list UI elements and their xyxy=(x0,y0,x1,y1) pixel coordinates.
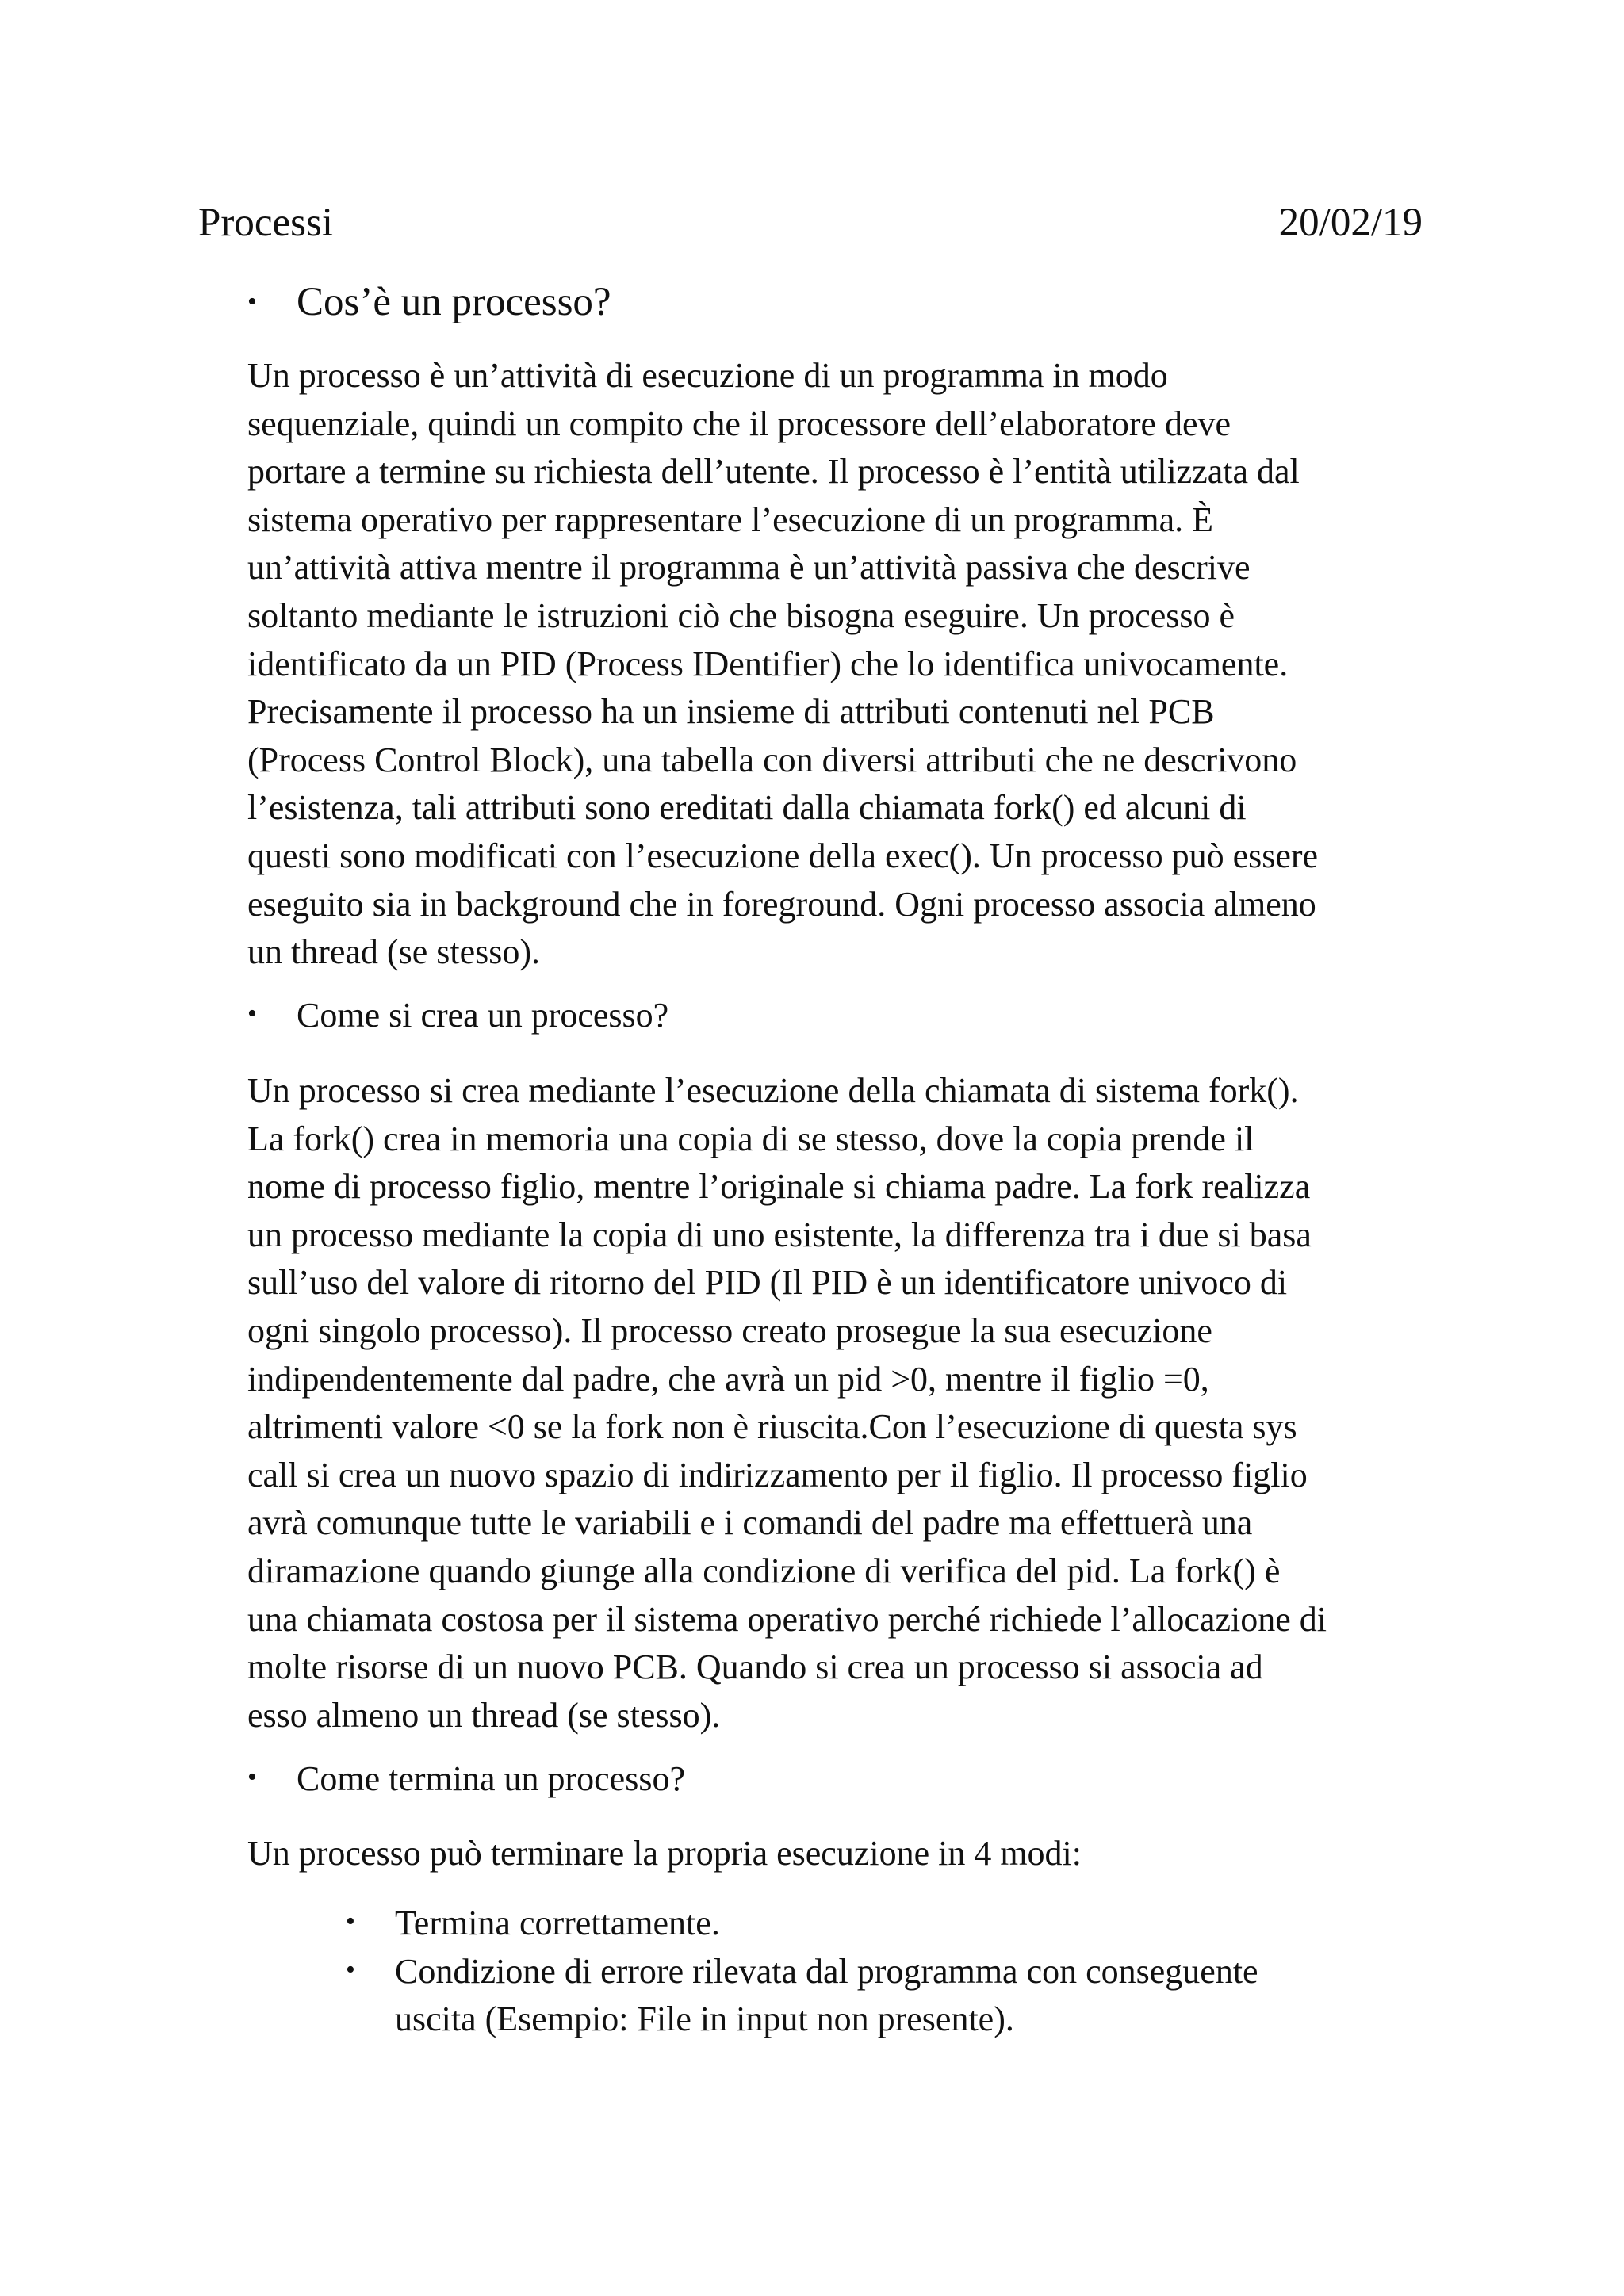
bullet-icon: • xyxy=(247,287,257,316)
list-item-line: Termina correttamente. xyxy=(395,1904,720,1942)
section-question-3 xyxy=(247,1755,685,1804)
paragraph-line: un processo mediante la copia di uno esistente, la differenza tra i due si basa xyxy=(247,1215,1312,1254)
paragraph-line: ogni singolo processo). Il processo creato prosegue la sua esecuzione xyxy=(247,1311,1212,1350)
paragraph-line: (Process Control Block), una tabella con diversi attributi che ne descrivono xyxy=(247,740,1297,779)
paragraph-line: l’esistenza, tali attributi sono ereditati dalla chiamata fork() ed alcuni di xyxy=(247,788,1247,828)
paragraph-line: sistema operativo per rappresentare l’esecuzione di un programma. È xyxy=(247,499,1214,539)
paragraph-line: una chiamata costosa per il sistema operativo perché richiede l’allocazione di xyxy=(247,1599,1327,1639)
question-text: Come si crea un processo? xyxy=(297,996,669,1035)
paragraph-line: diramazione quando giunge alla condizione di verifica del pid. La fork() è xyxy=(247,1551,1281,1590)
paragraph-line: Un processo è un’attività di esecuzione di un programma in modo xyxy=(247,356,1168,395)
bullet-icon: • xyxy=(346,1907,355,1936)
paragraph-line: call si crea un nuovo spazio di indirizzamento per il figlio. Il processo figlio xyxy=(247,1455,1308,1494)
paragraph-line: indipendentemente dal padre, che avrà un pid >0, mentre il figlio =0, xyxy=(247,1359,1209,1399)
list-item xyxy=(346,1900,1258,1948)
bullet-icon: • xyxy=(346,1954,355,1984)
paragraph-line: Precisamente il processo ha un insieme di attributi contenuti nel PCB xyxy=(247,692,1215,732)
paragraph-line: identificato da un PID (Process IDentifier) che lo identifica univocamente. xyxy=(247,644,1289,683)
paragraph-line: altrimenti valore <0 se la fork non è riuscita.Con l’esecuzione di questa sys xyxy=(247,1407,1297,1447)
paragraph-line: Un processo può terminare la propria esecuzione in 4 modi: xyxy=(247,1834,1082,1873)
termination-list xyxy=(346,1900,1258,2044)
bullet-icon: • xyxy=(247,1762,257,1792)
paragraph-line: portare a termine su richiesta dell’utente. Il processo è l’entità utilizzata dal xyxy=(247,452,1300,492)
paragraph-line: molte risorse di un nuovo PCB. Quando si crea un processo si associa ad xyxy=(247,1647,1263,1687)
paragraph-line: esso almeno un thread (se stesso). xyxy=(247,1695,721,1735)
question-text: Cos’è un processo? xyxy=(297,280,611,324)
list-item-text xyxy=(395,1948,1258,2044)
paragraph-line: questi sono modificati con l’esecuzione della exec(). Un processo può essere xyxy=(247,836,1319,875)
paragraph-line: Un processo si crea mediante l’esecuzione della chiamata di sistema fork(). xyxy=(247,1071,1299,1110)
paragraph-line: soltanto mediante le istruzioni ciò che bisogna eseguire. Un processo è xyxy=(247,595,1235,635)
bullet-icon: • xyxy=(247,999,257,1028)
paragraph-line: sull’uso del valore di ritorno del PID (Il PID è un identificatore univoco di xyxy=(247,1263,1288,1303)
section-paragraph-3 xyxy=(247,1830,1453,1878)
section-question-1 xyxy=(247,274,611,330)
paragraph-line: sequenziale, quindi un compito che il processore dell’elaboratore deve xyxy=(247,404,1231,443)
paragraph-line: eseguito sia in background che in foreground. Ogni processo associa almeno xyxy=(247,884,1316,924)
paragraph-line: nome di processo figlio, mentre l’originale si chiama padre. La fork realizza xyxy=(247,1167,1311,1207)
page-header xyxy=(198,195,1423,251)
list-item xyxy=(346,1948,1258,2044)
paragraph-line: un’attività attiva mentre il programma è un’attività passiva che descrive xyxy=(247,548,1251,587)
section-question-2 xyxy=(247,991,668,1040)
section-paragraph-1 xyxy=(247,352,1453,977)
page-title: Processi xyxy=(198,201,333,245)
paragraph-line: un thread (se stesso). xyxy=(247,932,541,972)
page-date: 20/02/19 xyxy=(1278,201,1423,245)
question-text: Come termina un processo? xyxy=(297,1759,685,1798)
list-item-text xyxy=(395,1900,720,1948)
list-item-line: uscita (Esempio: File in input non presente). xyxy=(395,1999,1014,2039)
paragraph-line: avrà comunque tutte le variabili e i comandi del padre ma effettuerà una xyxy=(247,1503,1253,1543)
paragraph-line: La fork() crea in memoria una copia di se stesso, dove la copia prende il xyxy=(247,1119,1254,1158)
section-paragraph-2 xyxy=(247,1067,1453,1739)
list-item-line: Condizione di errore rilevata dal programma con conseguente xyxy=(395,1951,1258,1991)
